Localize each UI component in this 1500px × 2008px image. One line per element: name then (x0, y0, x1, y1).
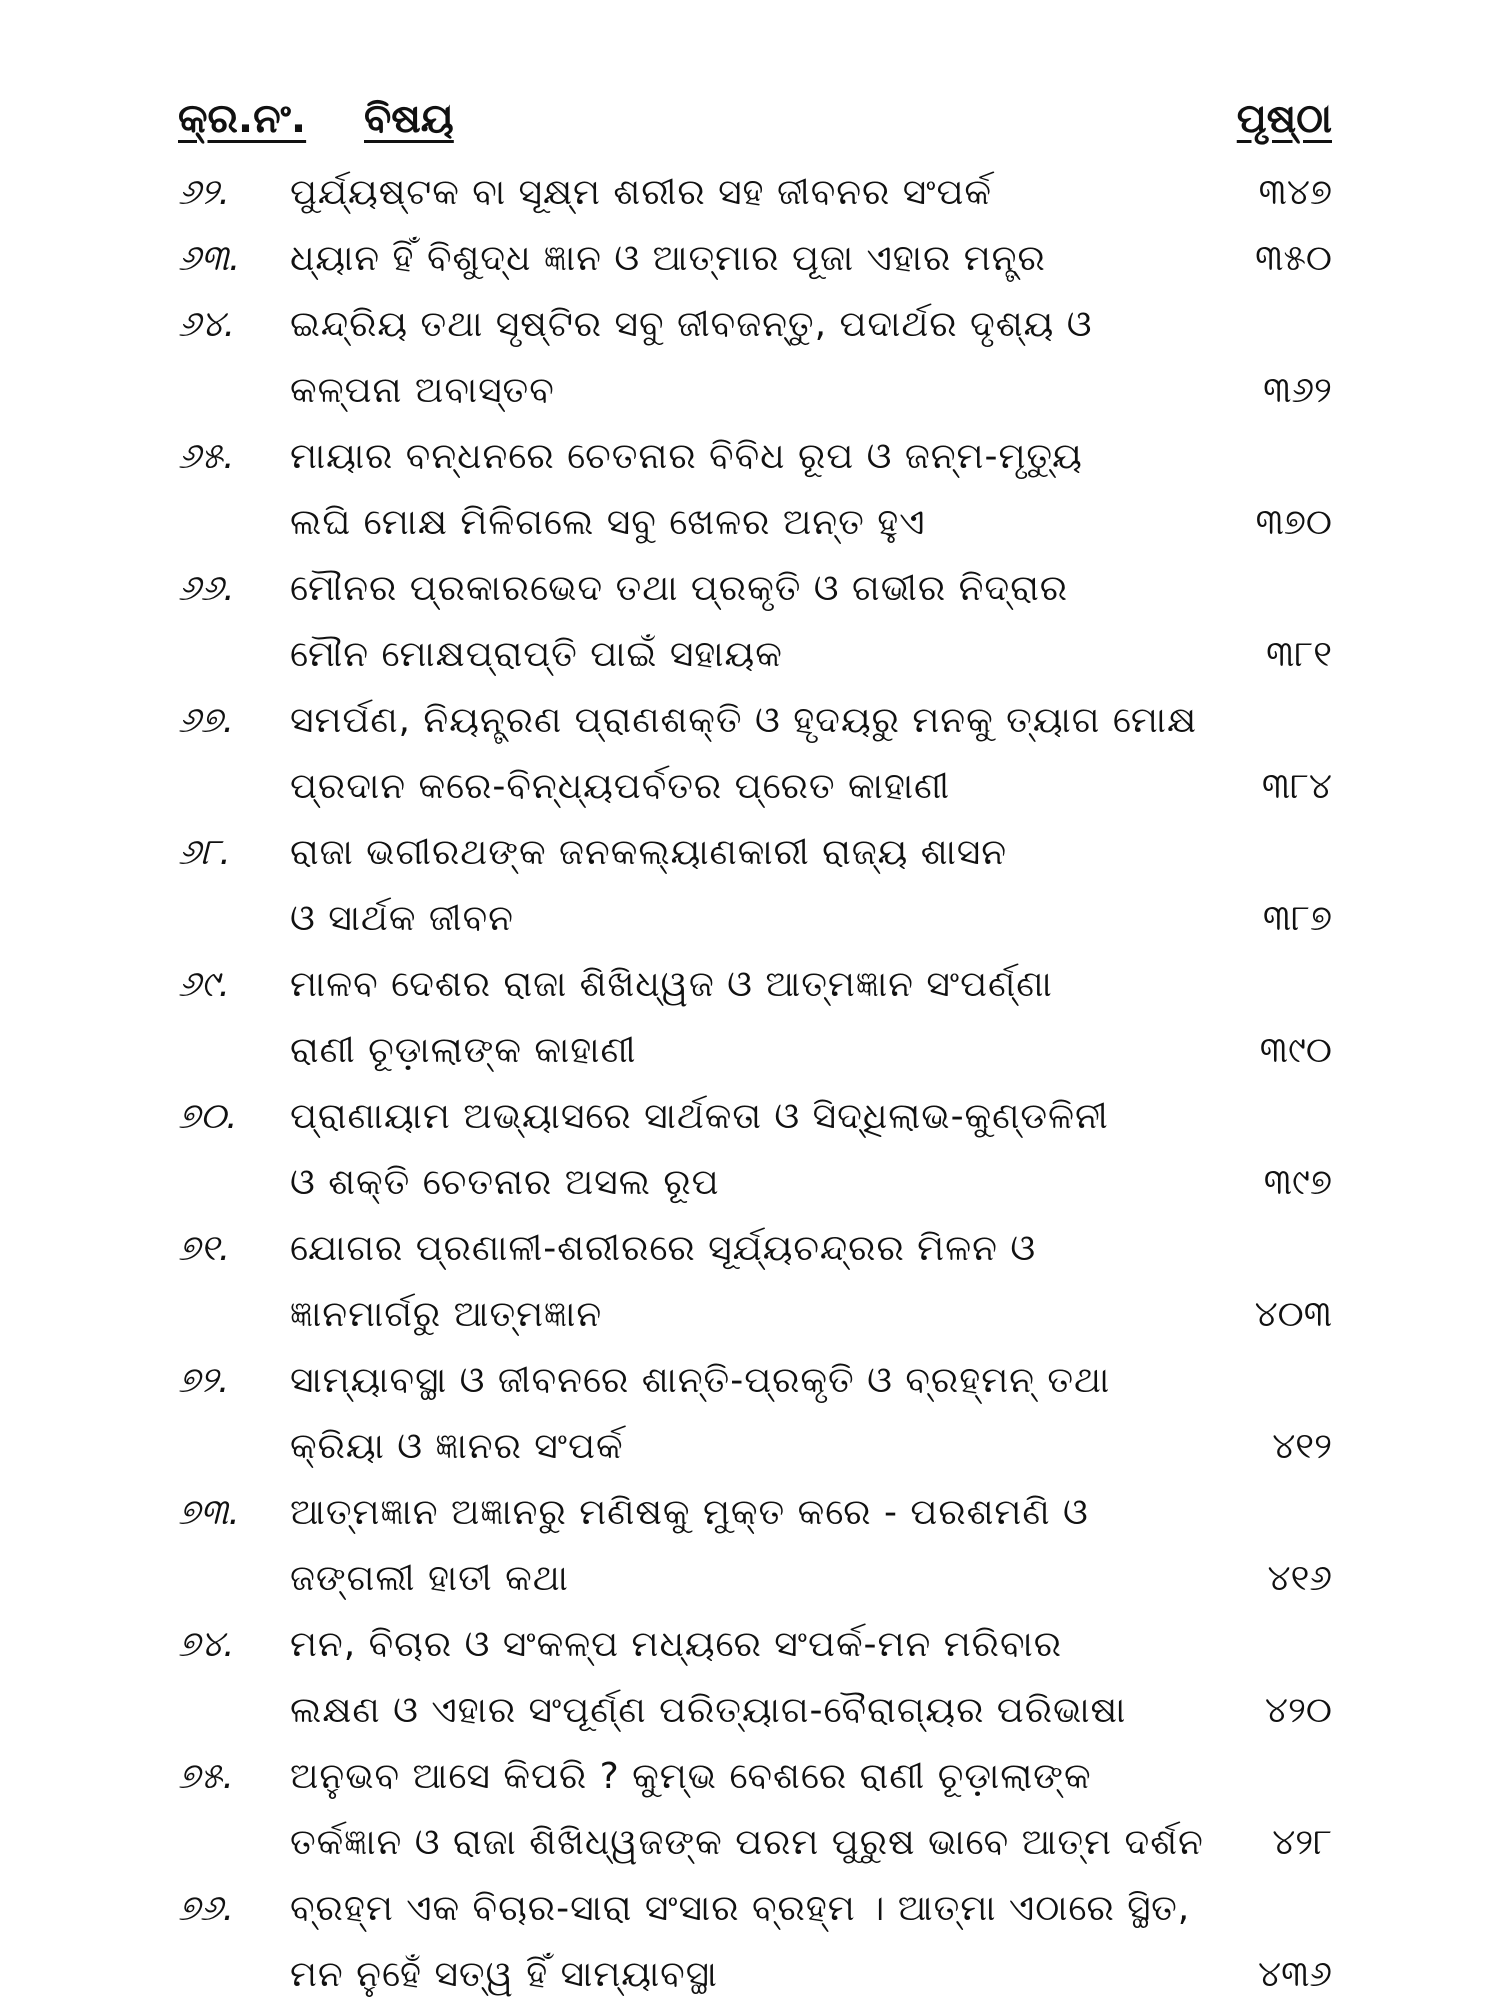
toc-entry-title: ମନ ନୁହେଁ ସତ୍ୱ ହିଁ ସାମ୍ୟାବସ୍ଥା (290, 1954, 718, 1995)
toc-entry (0, 424, 1500, 556)
toc-entry-title: କଳ୍ପନା ଅବାସ୍ତବ (290, 370, 555, 411)
toc-header (0, 96, 1500, 156)
toc-entry-line (0, 1348, 1500, 1414)
toc-entry-line (0, 490, 1500, 556)
toc-entry-line (0, 1216, 1500, 1282)
toc-entry-line (0, 226, 1500, 292)
header-page: ପୃଷ୍ଠା (1236, 96, 1332, 142)
toc-entry-line (0, 424, 1500, 490)
toc-entry-line (0, 1942, 1500, 2008)
toc-entry-page: ୪୧୬ (1267, 1558, 1332, 1599)
toc-entry-page: ୩୬୨ (1263, 370, 1332, 411)
toc-entry-line (0, 688, 1500, 754)
toc-entry-title: ଜ୍ଞାନମାର୍ଗରୁ ଆତ୍ମଜ୍ଞାନ (290, 1294, 603, 1335)
toc-entry-line (0, 754, 1500, 820)
toc-entry (0, 820, 1500, 952)
toc-entry-page: ୩୮୧ (1266, 634, 1332, 675)
toc-entry-number: ୭୩. (178, 1492, 240, 1533)
toc-entry-number: ୭୨. (178, 1360, 230, 1401)
toc-entry-line (0, 1876, 1500, 1942)
toc-entry-line (0, 292, 1500, 358)
toc-entry-line (0, 952, 1500, 1018)
toc-entry (0, 1612, 1500, 1744)
toc-entry-line (0, 1744, 1500, 1810)
toc-entry-line (0, 1282, 1500, 1348)
toc-entry (0, 160, 1500, 226)
toc-entry-title: ଓ ଶକ୍ତି ଚେତନାର ଅସଲ ରୂପ (290, 1162, 720, 1203)
toc-entry (0, 1744, 1500, 1876)
toc-entry-number: ୭୪. (178, 1624, 235, 1665)
toc-entry-title: ପ୍ରାଣାୟାମ ଅଭ୍ୟାସରେ ସାର୍ଥକତା ଓ ସିଦ୍ଧିଲାଭ-କୁଣ୍ଡଳିନୀ (290, 1096, 1109, 1137)
toc-entry (0, 556, 1500, 688)
toc-entry-page: ୩୫୦ (1255, 238, 1332, 279)
toc-entry-page: ୪୨୦ (1264, 1690, 1332, 1731)
toc-entry-page: ୪୨୮ (1272, 1822, 1332, 1863)
toc-entry-number: ୭୦. (178, 1096, 238, 1137)
toc-entry-page: ୪୧୨ (1272, 1426, 1332, 1467)
toc-entry (0, 1480, 1500, 1612)
toc-entry-title: ଇନ୍ଦ୍ରିୟ ତଥା ସୃଷ୍ଟିର ସବୁ ଜୀବଜନ୍ତୁ, ପଦାର୍ଥର ଦୃଶ୍ୟ ଓ (290, 304, 1093, 345)
toc-entry-number: ୬୭. (178, 700, 235, 741)
toc-entry-title: ମୌନର ପ୍ରକାରଭେଦ ତଥା ପ୍ରକୃତି ଓ ଗଭୀର ନିଦ୍ରାର (290, 568, 1069, 609)
toc-entry-page: ୩୪୭ (1258, 172, 1332, 213)
toc-entry (0, 1348, 1500, 1480)
header-subject: ବିଷୟ (364, 96, 454, 142)
toc-entry (0, 1876, 1500, 2008)
toc-entry-page: ୩୮୪ (1261, 766, 1332, 807)
toc-entry-title: ତର୍କଜ୍ଞାନ ଓ ରାଜା ଶିଖିଧ୍ୱଜଙ୍କ ପରମ ପୁରୁଷ ଭାବେ ଆତ୍ମ ଦର୍ଶନ (290, 1822, 1204, 1863)
toc-entry-title: ଲଘି ମୋକ୍ଷ ମିଳିଗଲେ ସବୁ ଖେଳର ଅନ୍ତ ହୁଏ (290, 502, 926, 543)
toc-entry-line (0, 358, 1500, 424)
toc-entry-title: ଧ୍ୟାନ ହିଁ ବିଶୁଦ୍ଧ ଜ୍ଞାନ ଓ ଆତ୍ମାର ପୂଜା ଏହାର ମନ୍ତ୍ର (290, 238, 1046, 279)
toc-entry-line (0, 886, 1500, 952)
toc-entry-page: ୩୭୦ (1255, 502, 1332, 543)
toc-entry-line (0, 1084, 1500, 1150)
toc-entry-number: ୬୮. (178, 832, 231, 873)
toc-list (0, 160, 1500, 2008)
toc-entry-title: ସାମ୍ୟାବସ୍ଥା ଓ ଜୀବନରେ ଶାନ୍ତି-ପ୍ରକୃତି ଓ ବ୍ରହ୍ମନ୍ ତଥା (290, 1360, 1111, 1401)
toc-entry-line (0, 1414, 1500, 1480)
toc-entry-line (0, 1612, 1500, 1678)
toc-entry-number: ୭୫. (178, 1756, 234, 1797)
toc-entry (0, 1084, 1500, 1216)
toc-entry-line (0, 556, 1500, 622)
toc-entry (0, 952, 1500, 1084)
toc-entry-title: ଅନୁଭବ ଆସେ କିପରି ? କୁମ୍ଭ ବେଶରେ ରାଣୀ ଚୂଡ଼ାଲାଙ୍କ (290, 1756, 1092, 1797)
toc-entry-page: ୪୦୩ (1254, 1294, 1332, 1335)
toc-entry-title: ମୌନ ମୋକ୍ଷପ୍ରାପ୍ତି ପାଇଁ ସହାୟକ (290, 634, 783, 675)
toc-entry-line (0, 1150, 1500, 1216)
toc-entry-page: ୩୯୦ (1259, 1030, 1332, 1071)
toc-entry-title: ମନ, ବିଚାର ଓ ସଂକଳ୍ପ ମଧ୍ୟରେ ସଂପର୍କ-ମନ ମରିବାର (290, 1624, 1062, 1665)
toc-entry-line (0, 1546, 1500, 1612)
toc-entry-title: ପୁର୍ଯ୍ୟଷ୍ଟକ ବା ସୂକ୍ଷ୍ମ ଶରୀର ସହ ଜୀବନର ସଂପର୍କ (290, 172, 993, 213)
toc-entry-title: ଲକ୍ଷଣ ଓ ଏହାର ସଂପୂର୍ଣ୍ଣ ପରିତ୍ୟାଗ-ବୈରାଗ୍ୟର ପରିଭାଷା (290, 1690, 1127, 1731)
toc-entry-page: ୪୩୬ (1258, 1954, 1332, 1995)
toc-entry-line (0, 1480, 1500, 1546)
toc-entry (0, 688, 1500, 820)
toc-entry-number: ୬୬. (178, 568, 235, 609)
toc-entry-line (0, 160, 1500, 226)
toc-entry-title: କ୍ରିୟା ଓ ଜ୍ଞାନର ସଂପର୍କ (290, 1426, 624, 1467)
toc-entry-line (0, 1810, 1500, 1876)
toc-entry (0, 226, 1500, 292)
toc-entry-title: ମାୟାର ବନ୍ଧନରେ ଚେତନାର ବିବିଧ ରୂପ ଓ ଜନ୍ମ-ମୃତ୍ୟୁ (290, 436, 1083, 477)
header-serial-number: କ୍ର.ନଂ. (178, 96, 307, 142)
toc-entry-title: ସମର୍ପଣ, ନିୟନ୍ତ୍ରଣ ପ୍ରାଣଶକ୍ତି ଓ ହୃଦୟରୁ ମନକୁ ତ୍ୟାଗ ମୋକ୍ଷ (290, 700, 1198, 741)
toc-entry-line (0, 1018, 1500, 1084)
toc-entry-number: ୭୬. (178, 1888, 235, 1929)
toc-entry-number: ୬୩. (178, 238, 241, 279)
toc-entry-number: ୬୯. (178, 964, 230, 1005)
toc-entry (0, 292, 1500, 424)
toc-entry-title: ଯୋଗର ପ୍ରଣାଳୀ-ଶରୀରରେ ସୂର୍ଯ୍ୟଚନ୍ଦ୍ରର ମିଳନ ଓ (290, 1228, 1037, 1269)
toc-entry-line (0, 622, 1500, 688)
toc-entry-line (0, 1678, 1500, 1744)
toc-entry-page: ୩୯୭ (1263, 1162, 1332, 1203)
toc-entry-title: ମାଳବ ଦେଶର ରାଜା ଶିଖିଧ୍ୱଜ ଓ ଆତ୍ମଜ୍ଞାନ ସଂପର୍ଣ୍ଣା (290, 964, 1053, 1005)
toc-entry-title: ଆତ୍ମଜ୍ଞାନ ଅଜ୍ଞାନରୁ ମଣିଷକୁ ମୁକ୍ତ କରେ - ପରଶମଣି ଓ (290, 1492, 1089, 1533)
toc-entry-number: ୭୧. (178, 1228, 231, 1269)
toc-entry-number: ୬୪. (178, 304, 236, 345)
toc-entry-number: ୬୫. (178, 436, 235, 477)
toc-entry-title: ରାଣୀ ଚୂଡ଼ାଲାଙ୍କ କାହାଣୀ (290, 1030, 637, 1071)
toc-entry-title: ରାଜା ଭଗୀରଥଙ୍କ ଜନକଲ୍ୟାଣକାରୀ ରାଜ୍ୟ ଶାସନ (290, 832, 1008, 873)
toc-entry-title: ବ୍ରହ୍ମ ଏକ ବିଚାର-ସାରା ସଂସାର ବ୍ରହ୍ମ । ଆତ୍ମା ଏଠାରେ ସ୍ଥିତ, (290, 1888, 1191, 1929)
toc-entry-line (0, 820, 1500, 886)
toc-entry (0, 1216, 1500, 1348)
toc-entry-page: ୩୮୭ (1262, 898, 1332, 939)
toc-entry-title: ପ୍ରଦାନ କରେ-ବିନ୍ଧ୍ୟପର୍ବତର ପ୍ରେତ କାହାଣୀ (290, 766, 951, 807)
toc-entry-number: ୬୨. (178, 172, 230, 213)
toc-entry-title: ଜଙ୍ଗଲୀ ହାତୀ କଥା (290, 1558, 569, 1599)
toc-entry-title: ଓ ସାର୍ଥକ ଜୀବନ (290, 898, 514, 939)
